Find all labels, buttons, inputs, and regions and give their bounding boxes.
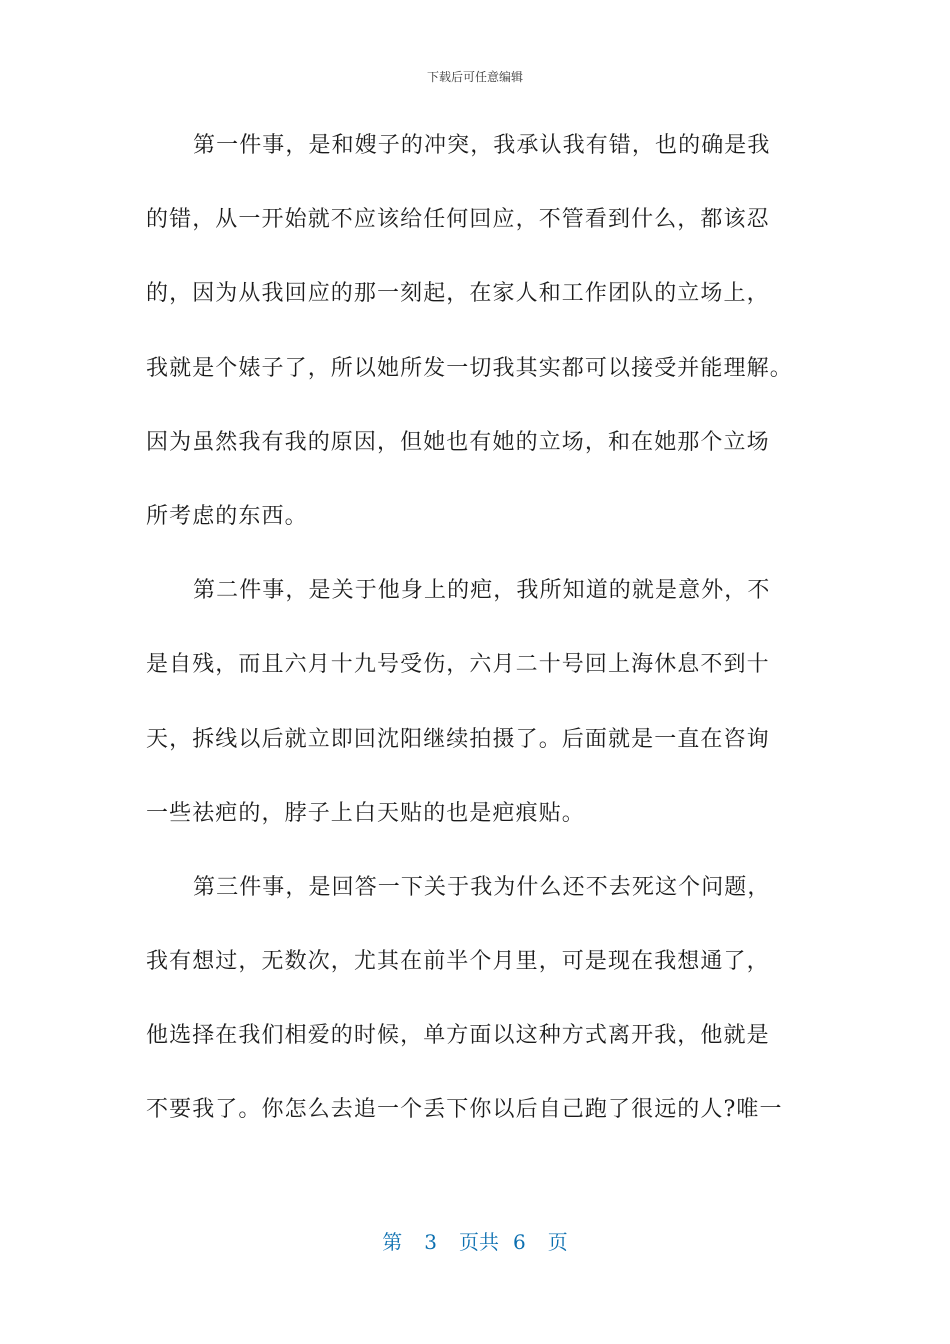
page-header-note: 下载后可任意编辑 [426, 70, 523, 84]
text-line: 我有想过，无数次，尤其在前半个月里，可是现在我想通了， [146, 949, 770, 975]
text-line: 是自残，而且六月十九号受伤，六月二十号回上海休息不到十 [146, 652, 770, 678]
footer-middle: 页共 [459, 1230, 499, 1254]
text-line: 第一件事，是和嫂子的冲突，我承认我有错，也的确是我 [193, 133, 771, 158]
document-body [146, 124, 816, 1163]
page-footer [0, 1226, 950, 1255]
text-line: 因为虽然我有我的原因，但她也有她的立场，和在她那个立场 [146, 429, 770, 455]
footer-prefix: 第 [382, 1230, 403, 1254]
text-line: 天，拆线以后就立即回沈阳继续拍摄了。后面就是一直在咨询 [146, 726, 770, 752]
text-line: 所考虑的东西。 [146, 503, 308, 529]
text-line: 他选择在我们相爱的时候，单方面以这种方式离开我，他就是 [146, 1023, 770, 1049]
footer-total-pages: 6 [513, 1230, 526, 1254]
text-line: 的错，从一开始就不应该给任何回应，不管看到什么，都该忍 [146, 207, 770, 233]
text-line: 的，因为从我回应的那一刻起，在家人和工作团队的立场上， [146, 281, 770, 307]
footer-suffix: 页 [547, 1230, 568, 1254]
text-line: 第二件事，是关于他身上的疤，我所知道的就是意外，不 [193, 578, 771, 604]
footer-current-page: 3 [424, 1230, 437, 1254]
text-line: 一些祛疤的，脖子上白天贴的也是疤痕贴。 [146, 800, 585, 826]
text-line: 不要我了。你怎么去追一个丢下你以后自己跑了很远的人?唯一 [146, 1097, 783, 1123]
text-line: 我就是个婊子了，所以她所发一切我其实都可以接受并能理解。 [146, 355, 793, 381]
text-line: 第三件事，是回答一下关于我为什么还不去死这个问题， [193, 874, 771, 900]
